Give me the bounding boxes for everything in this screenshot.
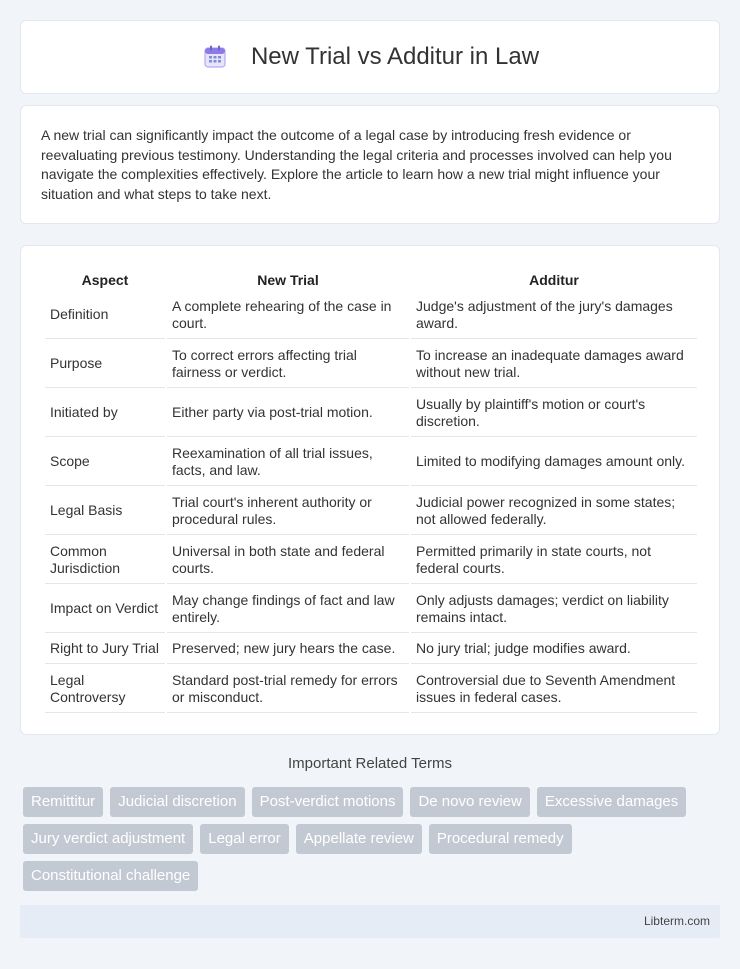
cell-aspect: Legal Controversy [45, 666, 165, 713]
cell-new-trial: Trial court's inherent authority or procedural rules. [167, 488, 409, 535]
footer-site-link[interactable]: Libterm.com [643, 914, 710, 928]
cell-additur: Controversial due to Seventh Amendment issues in federal cases. [411, 666, 697, 713]
tag-de-novo-review[interactable]: De novo review [410, 787, 529, 817]
header-aspect: Aspect [81, 272, 129, 288]
table-header-row [45, 268, 697, 290]
related-terms-list [23, 787, 723, 891]
cell-new-trial: Standard post-trial remedy for errors or misconduct. [167, 666, 409, 713]
cell-new-trial: May change findings of fact and law entirely. [167, 586, 409, 633]
cell-aspect: Right to Jury Trial [45, 635, 165, 664]
cell-additur: Limited to modifying damages amount only. [411, 439, 697, 486]
footer [20, 905, 720, 938]
cell-new-trial: To correct errors affecting trial fairness or verdict. [167, 341, 409, 388]
tag-excessive-damages[interactable]: Excessive damages [537, 787, 686, 817]
comparison-card [20, 245, 720, 735]
header-additur: Additur [529, 272, 579, 288]
tag-judicial-discretion[interactable]: Judicial discretion [110, 787, 244, 817]
cell-new-trial: Universal in both state and federal courts. [167, 537, 409, 584]
cell-aspect: Scope [45, 439, 165, 486]
intro-text: A new trial can significantly impact the outcome of a legal case by introducing fresh evidence or reevaluating previous testimony. Understanding the legal criteria and processes involved can help you navigate the complexities effectively. Explore the article to learn how a new trial might influence your situation and what steps to take next. [41, 127, 672, 202]
tag-procedural-remedy[interactable]: Procedural remedy [429, 824, 572, 854]
cell-new-trial: Either party via post-trial motion. [167, 390, 409, 437]
comparison-table [43, 266, 699, 715]
cell-additur: Judge's adjustment of the jury's damages award. [411, 292, 697, 339]
tag-jury-verdict-adjustment[interactable]: Jury verdict adjustment [23, 824, 193, 854]
cell-additur: To increase an inadequate damages award without new trial. [411, 341, 697, 388]
title-card [20, 20, 720, 94]
table-row [45, 390, 697, 437]
tag-appellate-review[interactable]: Appellate review [296, 824, 422, 854]
tag-remittitur[interactable]: Remittitur [23, 787, 103, 817]
cell-additur: Usually by plaintiff's motion or court's discretion. [411, 390, 697, 437]
cell-new-trial: Preserved; new jury hears the case. [167, 635, 409, 664]
table-row [45, 635, 697, 664]
cell-aspect: Impact on Verdict [45, 586, 165, 633]
tag-post-verdict-motions[interactable]: Post-verdict motions [252, 787, 404, 817]
header-new-trial: New Trial [257, 272, 319, 288]
cell-new-trial: A complete rehearing of the case in court. [167, 292, 409, 339]
calendar-icon [201, 43, 229, 71]
cell-new-trial: Reexamination of all trial issues, facts, and law. [167, 439, 409, 486]
intro-card [20, 105, 720, 224]
cell-aspect: Definition [45, 292, 165, 339]
tag-constitutional-challenge[interactable]: Constitutional challenge [23, 861, 198, 891]
table-row [45, 586, 697, 633]
table-row [45, 488, 697, 535]
table-row [45, 439, 697, 486]
table-row [45, 666, 697, 713]
cell-aspect: Initiated by [45, 390, 165, 437]
cell-additur: Judicial power recognized in some states; not allowed federally. [411, 488, 697, 535]
cell-additur: Permitted primarily in state courts, not federal courts. [411, 537, 697, 584]
cell-aspect: Legal Basis [45, 488, 165, 535]
cell-additur: Only adjusts damages; verdict on liability remains intact. [411, 586, 697, 633]
cell-additur: No jury trial; judge modifies award. [411, 635, 697, 664]
page-title: New Trial vs Additur in Law [250, 43, 540, 70]
cell-aspect: Purpose [45, 341, 165, 388]
table-row [45, 292, 697, 339]
tag-legal-error[interactable]: Legal error [200, 824, 289, 854]
table-row [45, 341, 697, 388]
related-terms-title: Important Related Terms [288, 755, 452, 772]
table-row [45, 537, 697, 584]
cell-aspect: Common Jurisdiction [45, 537, 165, 584]
